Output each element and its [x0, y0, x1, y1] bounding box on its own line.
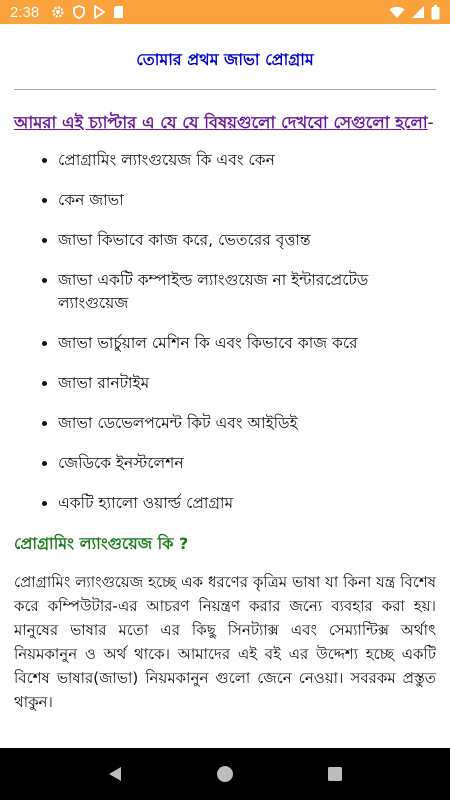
- intro-heading-dash: -: [427, 113, 434, 132]
- wifi-icon: [389, 6, 405, 19]
- list-item: জাভা কিভাবে কাজ করে, ভেতরের বৃত্তান্ত: [58, 229, 436, 252]
- list-item: প্রোগ্রামিং ল্যাংগুয়েজ কি এবং কেন: [58, 149, 436, 172]
- play-icon: [93, 5, 105, 19]
- battery-icon: [431, 5, 440, 20]
- list-item: জাভা ডেভেলপমেন্ট কিট এবং আইডিই: [58, 412, 436, 435]
- recents-icon[interactable]: [320, 759, 350, 789]
- signal-icon: [411, 5, 425, 19]
- shield-icon: [73, 5, 85, 19]
- list-item: জেডিকে ইনস্টলেশন: [58, 452, 436, 475]
- article-content: [0, 24, 450, 748]
- list-item: একটি হ্যালো ওয়ার্ল্ড প্রোগ্রাম: [58, 492, 436, 515]
- intro-heading-text: আমরা এই চ্যাপ্টার এ যে যে বিষয়গুলো দেখবো সেগুলো হলো: [14, 113, 428, 132]
- list-item: জাভা ভার্চুয়াল মেশিন কি এবং কিভাবে কাজ করে: [58, 332, 436, 355]
- divider: [14, 89, 436, 90]
- intro-heading: [14, 110, 436, 135]
- status-bar: [0, 0, 450, 24]
- settings-icon: [51, 5, 65, 19]
- section-paragraph: প্রোগ্রামিং ল্যাংগুয়েজ হচ্ছে এক ধরণের কৃত্রিম ভাষা যা কিনা যন্ত্র বিশেষ করে কম্পিউটার-এর আচরণ নিয়ন্ত্রণ করার জন্যে ব্যবহার করা হয়। মানুষের ভাষার মতো এর কিছু সিনট্যাক্স এবং সেম্যান্টিক্স অর্থাৎ নিয়মকানুন ও অর্থ থাকে। আমাদের এই বই এর উদ্দেশ্য হচ্ছে একটি বিশেষ ভাষার(জাভা) নিয়মকানুন গুলো জেনে নেওয়া। সবরকম প্রস্তুত থাকুন।: [14, 573, 436, 711]
- list-item: জাভা একটি কম্পাইল্ড ল্যাংগুয়েজ না ইন্টারপ্রেটেড ল্যাংগুয়েজ: [58, 269, 436, 315]
- back-icon[interactable]: [100, 759, 130, 789]
- topic-list: [14, 149, 436, 515]
- home-icon[interactable]: [210, 759, 240, 789]
- list-item: কেন জাভা: [58, 189, 436, 212]
- page-title: তোমার প্রথম জাভা প্রোগ্রাম: [136, 50, 314, 69]
- clock: 2:38: [10, 3, 40, 21]
- section-heading: প্রোগ্রামিং ল্যাংগুয়েজ কি ?: [14, 534, 189, 553]
- navigation-bar: [0, 748, 450, 800]
- list-item: জাভা রানটাইম: [58, 372, 436, 395]
- sd-card-icon: [113, 5, 124, 19]
